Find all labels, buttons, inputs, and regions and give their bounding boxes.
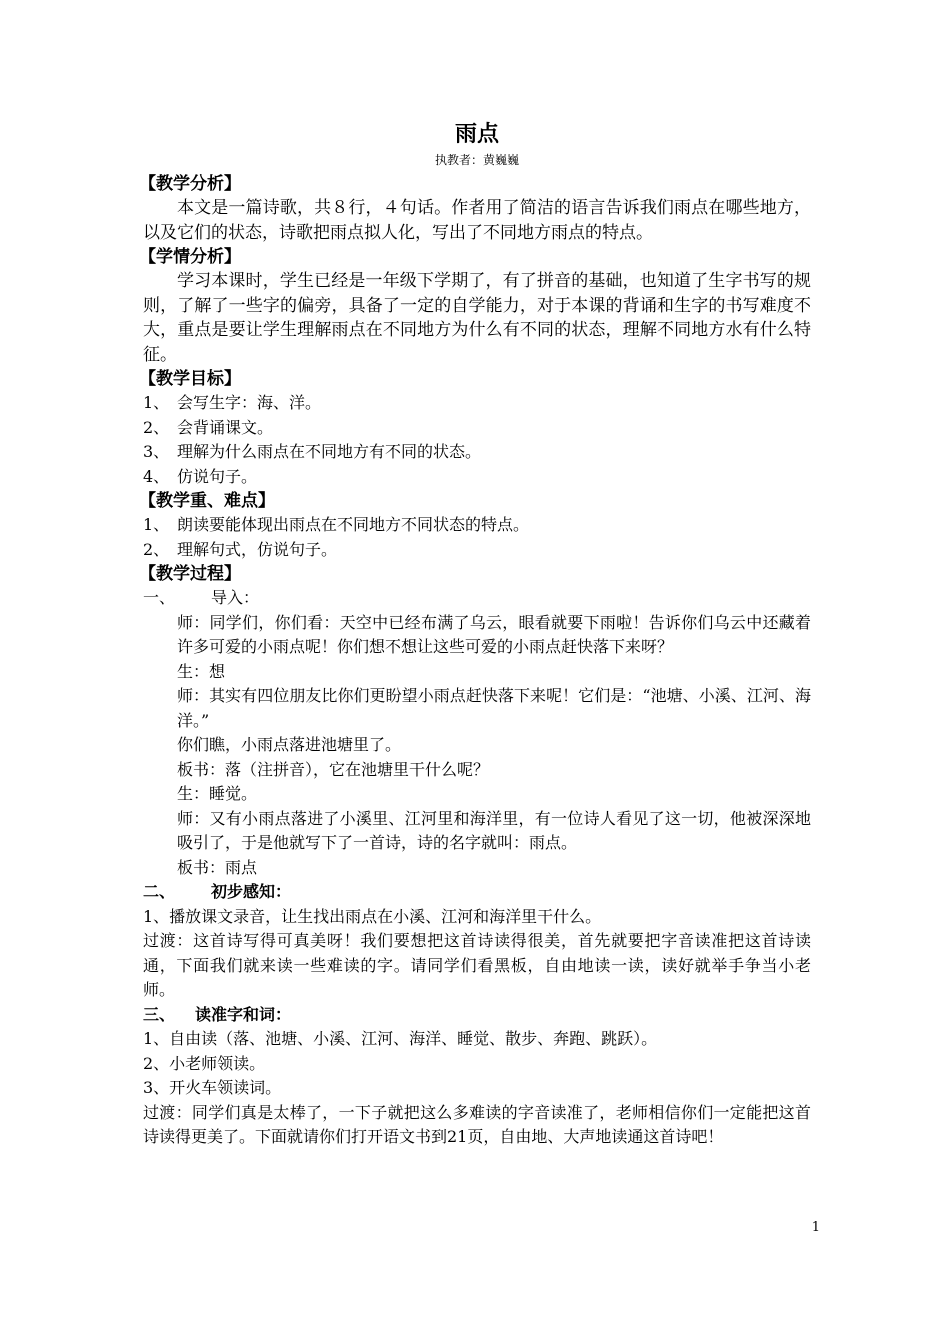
step-line: 1、自由读（落、池塘、小溪、江河、海洋、睡觉、散步、奔跑、跳跃）。 <box>143 1029 658 1048</box>
step-line: 板书：雨点 <box>177 857 258 877</box>
goals-list <box>143 391 811 489</box>
step-heading-perception: 二、 初步感知： <box>143 882 292 901</box>
student-paragraph: 学习本课时，学生已经是一年级下学期了，有了拼音的基础，也知道了生字书写的规则，了解了一些字的偏旁，具备了一定的自学能力，对于本课的背诵和生字的书写难度不大，重点是要让学生理解雨点在不同地方为什么有不同的状态，理解不同地方水有什么特征。 <box>143 271 811 365</box>
step-line: 3、开火车领读词。 <box>143 1078 282 1097</box>
list-item: 2、 理解句式，仿说句子。 <box>143 539 338 559</box>
step-heading-reading: 三、 读准字和词： <box>143 1004 292 1024</box>
analysis-paragraph: 本文是一篇诗歌，共８行，４句话。作者用了简洁的语言告诉我们雨点在哪些地方，以及它们的状态，诗歌把雨点拟人化，写出了不同地方雨点的特点。 <box>143 198 811 243</box>
section-heading-analysis: 【教学分析】 <box>139 174 241 194</box>
page-number: 1 <box>811 1220 820 1235</box>
step-line: 师：同学们，你们看：天空中已经布满了乌云，眼看就要下雨啦！告诉你们乌云中还藏着许多可爱的小雨点呢！你们想不想让这些可爱的小雨点赶快落下来呀？ <box>177 612 811 656</box>
section-heading-goals: 【教学目标】 <box>139 369 241 389</box>
step-line: 生：想 <box>177 661 226 681</box>
step-line: 师：又有小雨点落进了小溪里、江河里和海洋里，有一位诗人看见了这一切，他被深深地吸引了，于是他就写下了一首诗，诗的名字就叫：雨点。 <box>177 808 811 852</box>
step-line: 师：其实有四位朋友比你们更盼望小雨点赶快落下来呢！它们是：“池塘、小溪、江河、海洋。” <box>177 686 811 730</box>
list-item: 2、 会背诵课文。 <box>143 417 274 437</box>
step-line: 过渡：同学们真是太棒了，一下子就把这么多难读的字音读准了，老师相信你们一定能把这首诗读得更美了。下面就请你们打开语文书到21页，自由地、大声地读通这首诗吧！ <box>143 1102 811 1146</box>
list-item: 1、 朗读要能体现出雨点在不同地方不同状态的特点。 <box>143 515 530 534</box>
key-points-list <box>143 513 811 562</box>
step-line: 你们瞧，小雨点落进池塘里了。 <box>177 735 402 754</box>
section-heading-process: 【教学过程】 <box>139 564 241 584</box>
step-heading-intro: 一、 导入： <box>143 588 260 607</box>
page-title: 雨点 <box>454 122 499 147</box>
section-heading-key-points: 【教学重、难点】 <box>139 491 275 511</box>
step-line: 2、小老师领读。 <box>143 1053 266 1073</box>
document-page <box>139 118 811 1150</box>
author-line: 执教者：黄巍巍 <box>434 153 519 167</box>
step-line: 1、播放课文录音，让生找出雨点在小溪、江河和海洋里干什么。 <box>143 906 602 926</box>
step-line: 板书：落（注拼音），它在池塘里干什么呢？ <box>177 759 490 779</box>
list-item: 1、 会写生字：海、洋。 <box>143 393 322 412</box>
step-line: 过渡：这首诗写得可真美呀！我们要想把这首诗读得很美，首先就要把字音读准把这首诗读通，下面我们就来读一些难读的字。请同学们看黑板，自由地读一读，读好就举手争当小老师。 <box>143 931 811 999</box>
list-item: 4、 仿说句子。 <box>143 466 258 486</box>
list-item: 3、 理解为什么雨点在不同地方有不同的状态。 <box>143 442 482 461</box>
step-line: 生：睡觉。 <box>177 784 258 803</box>
section-heading-student: 【学情分析】 <box>139 247 241 267</box>
